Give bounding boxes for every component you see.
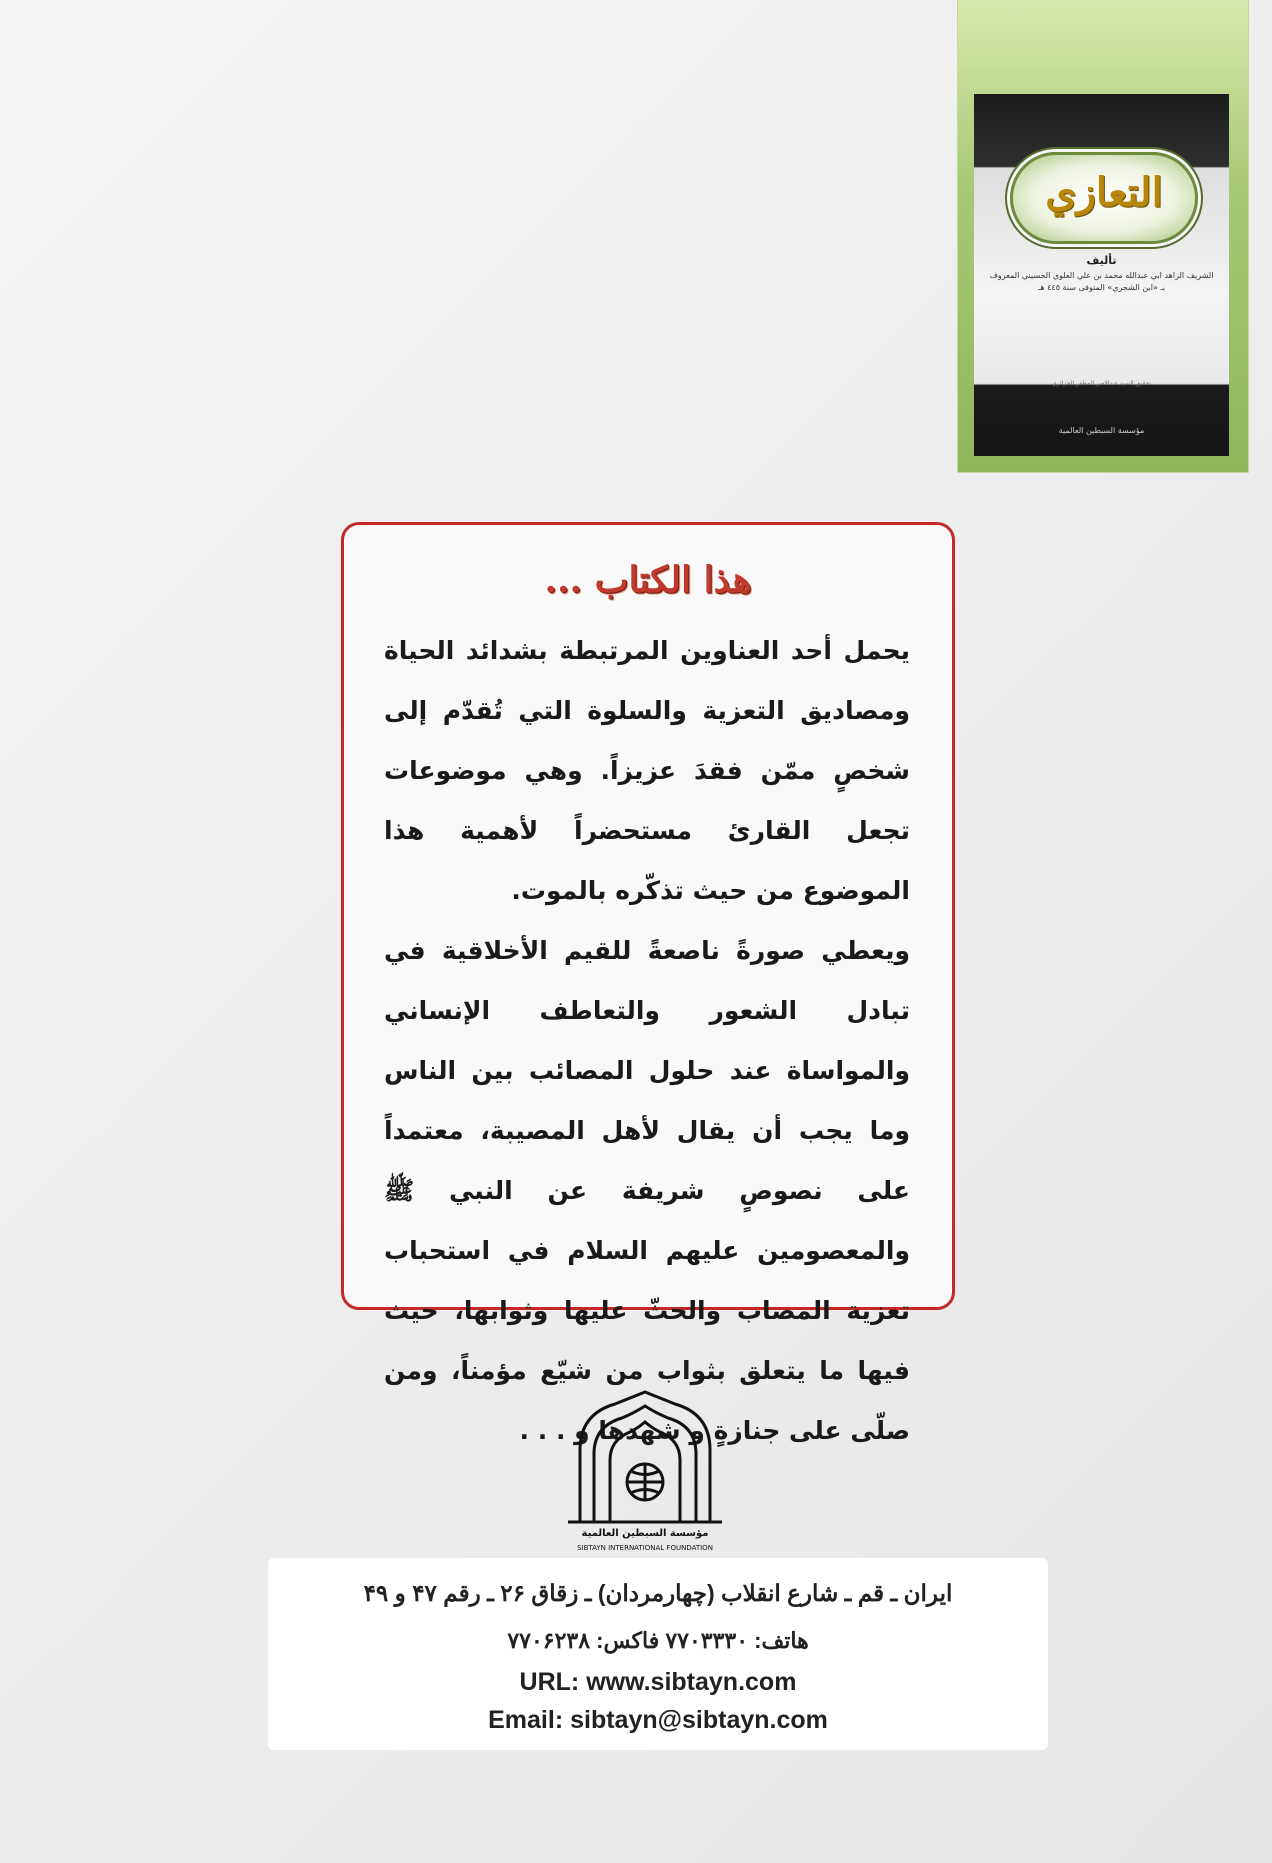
cover-title: التعازي xyxy=(1045,169,1163,216)
blurb-heading: هذا الكتاب ... xyxy=(544,559,752,601)
foundation-name-arabic: مؤسسة السبطين العالمية xyxy=(581,1528,709,1539)
foundation-name-english: SIBTAYN INTERNATIONAL FOUNDATION xyxy=(577,1544,713,1552)
cover-editor: تحقيق السيد عبدالامير المظفر الجزائري xyxy=(1051,380,1152,387)
front-cover-thumbnail xyxy=(958,0,1248,472)
address-line: ایران ـ قم ـ شارع انقلاب (چهارمردان) ـ زقاق ٢۶ ـ رقم ۴٧ و ۴٩ xyxy=(363,1580,953,1606)
title-plaque xyxy=(1010,152,1198,244)
blurb-paragraph-1: يحمل أحد العناوين المرتبطة بشدائد الحياة ومصاديق التعزية والسلوة التي تُقدّم إلى شخصٍ ممّن فقدَ عزيزاً. وهي موضوعات تجعل القارئ مستحضراً لأهمية هذا الموضوع من حيث تذكّره بالموت. xyxy=(384,636,910,905)
cover-publisher: مؤسسة السبطين العالمية xyxy=(1058,426,1145,435)
blurb-text xyxy=(384,621,910,1461)
cover-author-label: تأليف xyxy=(1086,254,1117,267)
front-cover-panel xyxy=(974,94,1229,456)
phone-fax-line: هاتف: ٧٧٠٣٣٣٠ فاكس: ٧٧٠۶٢٣٨ xyxy=(507,1628,809,1653)
mosque-arch-icon xyxy=(560,1390,730,1530)
cover-author: الشريف الزاهد ابي عبدالله محمد بن علي العلوي الحسيني المعروف بـ «ابن الشجري» المتوفى سنة ٤٤٥ هـ xyxy=(989,271,1214,292)
contact-email: Email: sibtayn@sibtayn.com xyxy=(488,1706,828,1734)
website-url: URL: www.sibtayn.com xyxy=(519,1668,797,1696)
blurb-paragraph-2: ويعطي صورةً ناصعةً للقيم الأخلاقية في تبادل الشعور والتعاطف الإنساني والمواساة عند حلول المصائب بين الناس وما يجب أن يقال لأهل المصيبة، معتمداً على نصوصٍ شريفة عن النبي ﷺ والمعصومين عليهم السلام في استحباب تعزية المصاب والحثّ عليها وثوابها، حيث فيها ما يتعلق بثواب من شيّع مؤمناً، ومن صلّى على جنازةٍ و شهدها و . . . xyxy=(384,936,910,1445)
foundation-logo xyxy=(560,1390,730,1580)
blurb-box xyxy=(341,522,955,1445)
publisher-contact-panel xyxy=(268,1558,1048,1750)
